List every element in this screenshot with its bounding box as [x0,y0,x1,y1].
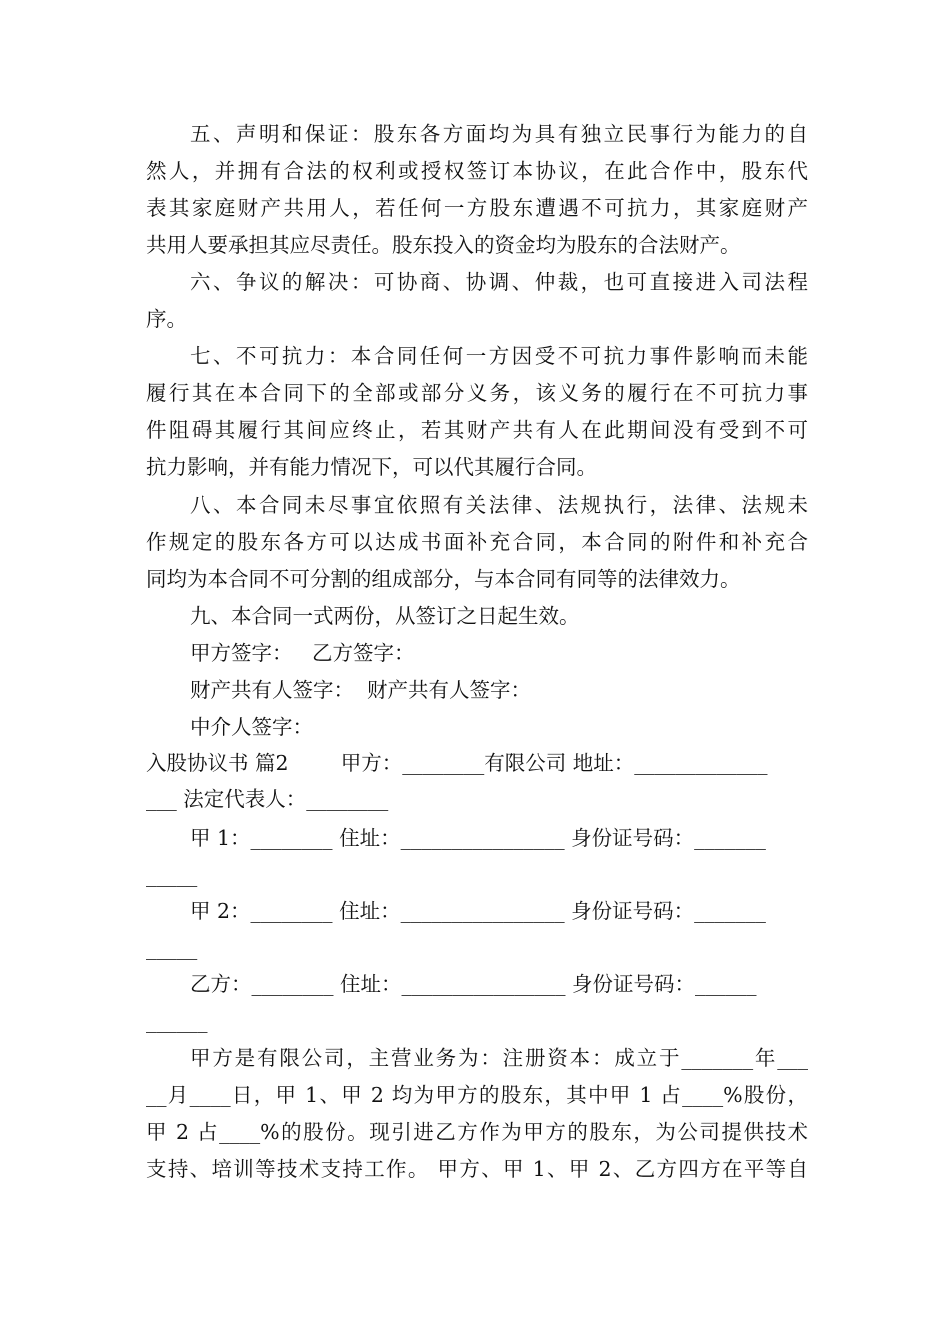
clause-5-line: 然人，并拥有合法的权利或授权签订本协议，在此合作中，股东代 [146,159,808,183]
clause-6 [146,264,808,338]
co-owner-signature-line: 财产共有人签字： 财产共有人签字： [190,678,532,702]
intro-line: 支持、培训等技术支持工作。 甲方、甲 1、甲 2、乙方四方在平等自 [146,1157,808,1181]
jia1-line: _____ [146,863,198,887]
clause-8-line: 八、本合同未尽事宜依照有关法律、法规执行，法律、法规未 [190,493,808,517]
clause-8-line: 作规定的股东各方可以达成书面补充合同，本合同的附件和补充合 [146,530,808,554]
clause-6-line: 序。 [146,307,187,331]
clause-9 [146,598,808,635]
party-yi-info [146,966,808,1040]
clause-6-line: 六、争议的解决：可协商、协调、仲裁，也可直接进入司法程 [190,270,808,294]
clause-8 [146,487,808,598]
legal-rep-line: ___ 法定代表人：________ [146,787,389,811]
clause-8-line: 同均为本合同不可分割的组成部分，与本合同有同等的法律效力。 [146,567,741,591]
intro-line: 甲 2 占____%的股份。现引进乙方作为甲方的股东，为公司提供技术 [146,1120,808,1144]
party-signature-line: 甲方签字： 乙方签字： [190,641,415,665]
yi-line: ______ [146,1009,208,1033]
intro-line: 甲方是有限公司，主营业务为：注册资本：成立于_______年___ [190,1046,808,1070]
jia2-line: 甲 2：________ 住址：________________ 身份证号码：_______ [190,899,766,923]
signature-block [146,635,808,746]
clause-7-line: 七、不可抗力：本合同任何一方因受不可抗力事件影响而未能 [190,344,808,368]
clause-9-line: 九、本合同一式两份，从签订之日起生效。 [190,604,580,628]
clause-5-line: 五、声明和保证：股东各方面均为具有独立民事行为能力的自 [190,122,808,146]
clause-7-line: 履行其在本合同下的全部或部分义务，该义务的履行在不可抗力事 [146,381,808,405]
party-jia2-info [146,893,808,967]
clause-5-line: 共用人要承担其应尽责任。股东投入的资金均为股东的合法财产。 [146,233,741,257]
intermediary-signature-line: 中介人签字： [190,715,313,739]
agreement-2-intro [146,1040,808,1188]
yi-line: 乙方：________ 住址：________________ 身份证号码：______ [190,972,757,996]
clause-7-line: 抗力影响，并有能力情况下，可以代其履行合同。 [146,455,597,479]
clause-7 [146,338,808,486]
intro-line: __月____日，甲 1、甲 2 均为甲方的股东，其中甲 1 占____%股份， [146,1083,808,1107]
clause-5-line: 表其家庭财产共用人，若任何一方股东遭遇不可抗力，其家庭财产 [146,196,808,220]
clause-7-line: 件阻碍其履行其间应终止，若其财产共有人在此期间没有受到不可 [146,418,808,442]
jia2-line: _____ [146,936,198,960]
clause-5 [146,116,808,264]
party-jia1-info [146,820,808,894]
agreement-2-header [146,745,808,817]
agreement-2-title-line: 入股协议书 篇2 甲方：________有限公司 地址：_____________ [146,751,768,775]
jia1-line: 甲 1：________ 住址：________________ 身份证号码：_______ [190,826,766,850]
